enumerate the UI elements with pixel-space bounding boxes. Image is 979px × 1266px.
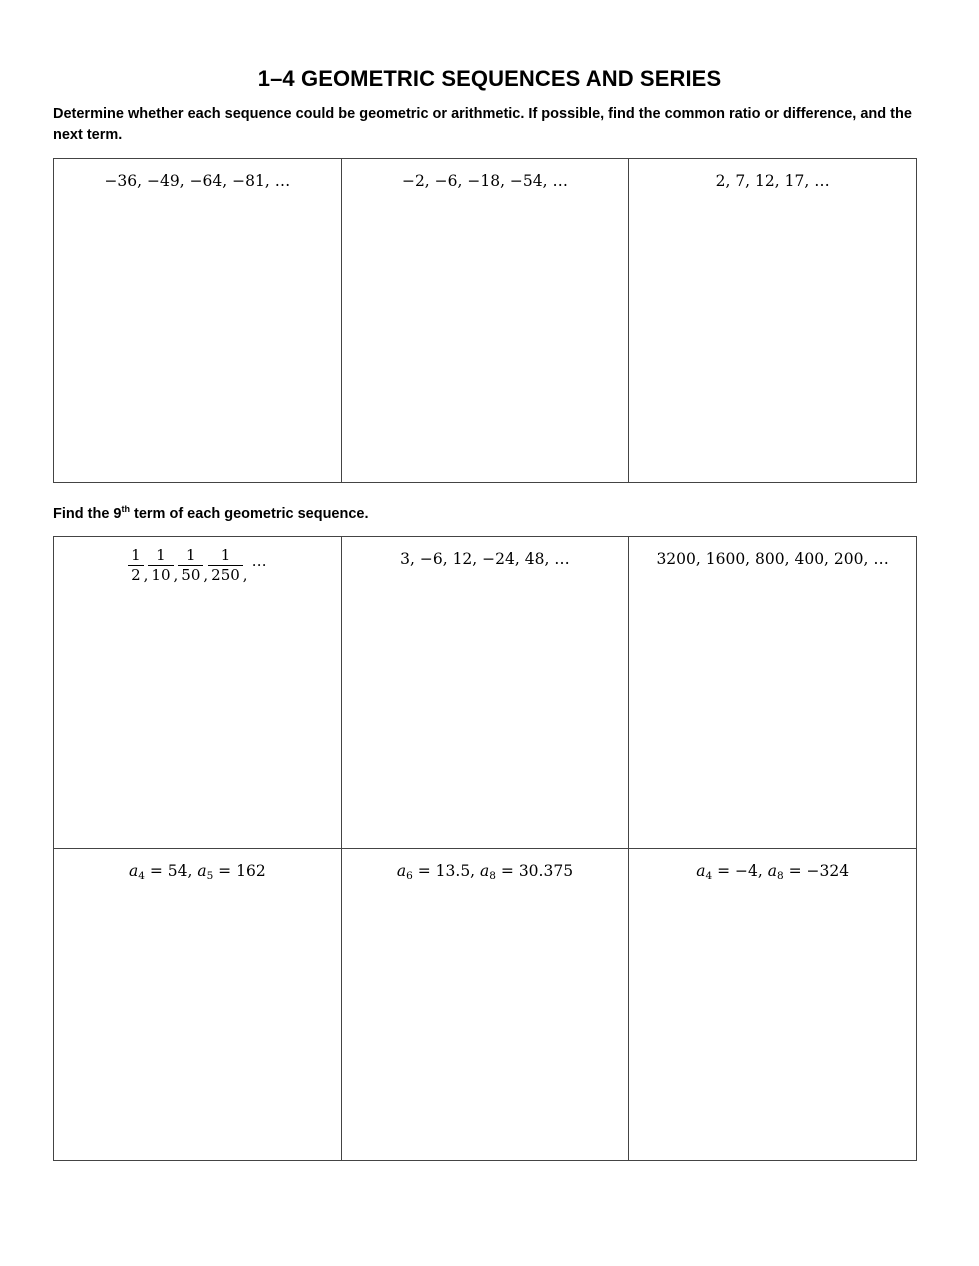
problem-cell <box>341 849 629 1161</box>
section1-instruction: Determine whether each sequence could be geometric or arithmetic. If possible, find the common ratio or difference, and the next term. <box>53 106 912 143</box>
sequence-text: 3, −6, 12, −24, 48, … <box>400 550 570 568</box>
problem-cell <box>629 537 917 849</box>
section2-table <box>53 536 917 1161</box>
problem-cell <box>54 537 342 849</box>
sequence-text: 3200, 1600, 800, 400, 200, … <box>656 550 889 568</box>
denominator: 2 <box>131 566 141 584</box>
numerator: 1 <box>148 546 173 566</box>
superscript: th <box>121 504 130 514</box>
section1-table <box>53 158 917 483</box>
problem-cell <box>54 159 342 483</box>
section2-instruction <box>53 504 923 525</box>
problem-cell <box>629 849 917 1161</box>
numerator: 1 <box>208 546 243 566</box>
denominator: 50 <box>181 566 201 584</box>
problem-cell <box>54 849 342 1161</box>
page-title: 1–4 GEOMETRIC SEQUENCES AND SERIES <box>257 66 722 91</box>
terms-text: a6 = 13.5, a8 = 30.375 <box>396 862 574 882</box>
problem-cell <box>629 159 917 483</box>
sequence-text: −2, −6, −18, −54, … <box>401 172 568 190</box>
instruction-text: Find the 9 <box>53 506 122 522</box>
problem-cell <box>341 159 629 483</box>
fraction <box>178 546 203 585</box>
instruction-text: term of each geometric sequence. <box>129 506 369 522</box>
problem-cell <box>341 537 629 849</box>
numerator: 1 <box>178 546 203 566</box>
terms-text: a4 = −4, a8 = −324 <box>696 862 850 882</box>
ellipsis: … <box>251 552 267 570</box>
sequence-text: −36, −49, −64, −81, … <box>104 172 291 190</box>
denominator: 10 <box>151 566 171 584</box>
fraction <box>128 546 144 585</box>
denominator: 250 <box>211 566 240 584</box>
sequence-text: 2, 7, 12, 17, … <box>715 172 830 190</box>
fraction <box>208 546 243 585</box>
numerator: 1 <box>128 546 144 566</box>
fraction-sequence: $\frac{1}{2}$ , $\frac{1}{10}$ , $\frac{1}{50}$ , $\frac{1}{250}$ ,… <box>128 546 267 585</box>
terms-text: a4 = 54, a5 = 162 <box>128 862 266 882</box>
fraction <box>148 546 173 585</box>
